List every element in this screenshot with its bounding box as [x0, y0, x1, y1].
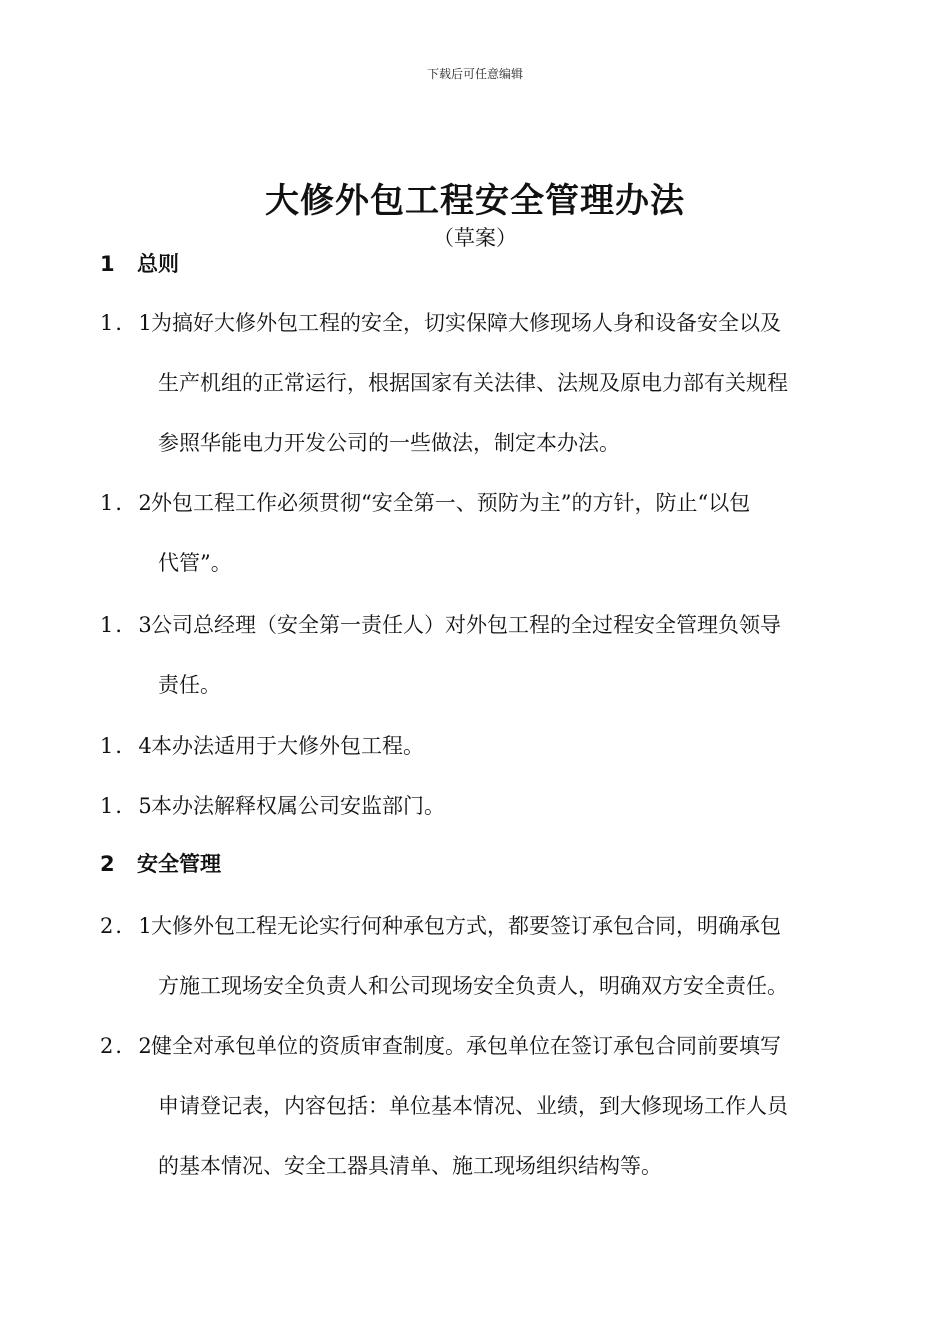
header-note: 下载后可任意编辑 — [426, 67, 523, 81]
paragraph-line: 参照华能电力开发公司的一些做法，制定本办法。 — [158, 431, 620, 455]
paragraph-number: 1．3 — [100, 613, 154, 637]
section-title: 总则 — [137, 252, 179, 276]
paragraph-1-3 — [100, 607, 840, 727]
paragraph-line: 外包工程工作必须贯彻“安全第一、预防为主”的方针，防止“以包 — [151, 491, 751, 515]
paragraph-1-5 — [100, 788, 840, 848]
paragraph-2-2 — [100, 1028, 840, 1208]
paragraph-line: 本办法解释权属公司安监部门。 — [151, 794, 445, 818]
paragraph-line: 公司总经理（安全第一责任人）对外包工程的全过程安全管理负领导 — [151, 613, 781, 637]
paragraph-line: 本办法适用于大修外包工程。 — [151, 734, 424, 758]
paragraph-1-4 — [100, 728, 840, 788]
paragraph-line: 生产机组的正常运行，根据国家有关法律、法规及原电力部有关规程 — [158, 371, 788, 395]
paragraph-number: 2．1 — [100, 914, 154, 938]
paragraph-number: 2．2 — [100, 1034, 154, 1058]
paragraph-line: 申请登记表，内容包括：单位基本情况、业绩，到大修现场工作人员 — [158, 1094, 788, 1118]
paragraph-line: 大修外包工程无论实行何种承包方式，都要签订承包合同，明确承包 — [151, 914, 781, 938]
document-title: 大修外包工程安全管理办法 — [265, 181, 685, 221]
paragraph-line: 代管”。 — [158, 551, 232, 575]
paragraph-line: 责任。 — [158, 673, 221, 697]
paragraph-number: 1．4 — [100, 734, 154, 758]
paragraph-number: 1．1 — [100, 311, 154, 335]
document-subtitle: （草案） — [433, 226, 517, 250]
section-number: 2 — [100, 852, 115, 876]
section-title: 安全管理 — [137, 852, 221, 876]
section-heading-1 — [100, 248, 179, 278]
paragraph-line: 方施工现场安全负责人和公司现场安全负责人，明确双方安全责任。 — [158, 974, 788, 998]
paragraph-1-2 — [100, 485, 840, 605]
section-heading-2 — [100, 848, 221, 878]
paragraph-line: 的基本情况、安全工器具清单、施工现场组织结构等。 — [158, 1154, 662, 1178]
paragraph-line: 为搞好大修外包工程的安全，切实保障大修现场人身和设备安全以及 — [151, 311, 781, 335]
paragraph-line: 健全对承包单位的资质审查制度。承包单位在签订承包合同前要填写 — [151, 1034, 781, 1058]
paragraph-1-1 — [100, 305, 840, 485]
paragraph-number: 1．2 — [100, 491, 154, 515]
paragraph-2-1 — [100, 908, 840, 1028]
paragraph-number: 1．5 — [100, 794, 154, 818]
section-number: 1 — [100, 252, 115, 276]
